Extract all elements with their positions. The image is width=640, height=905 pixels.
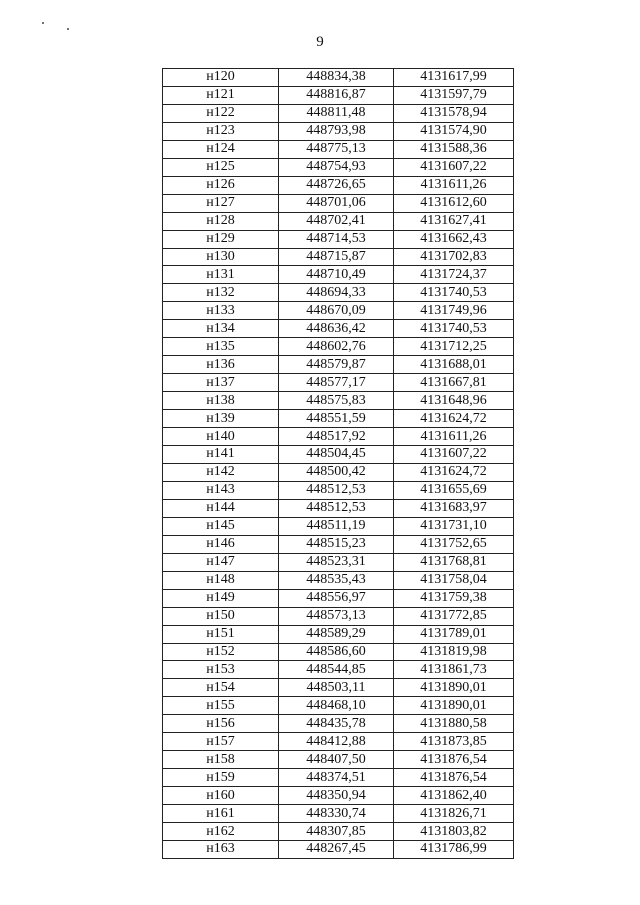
- x-coordinate-cell: 448834,38: [279, 69, 394, 87]
- x-coordinate-cell: 448811,48: [279, 104, 394, 122]
- point-id-cell: н133: [163, 302, 279, 320]
- y-coordinate-cell: 4131862,40: [394, 787, 514, 805]
- x-coordinate-cell: 448816,87: [279, 86, 394, 104]
- y-coordinate-cell: 4131655,69: [394, 481, 514, 499]
- table-row: [163, 140, 514, 158]
- point-id-cell: н129: [163, 230, 279, 248]
- table-row: [163, 571, 514, 589]
- table-row: [163, 733, 514, 751]
- y-coordinate-cell: 4131612,60: [394, 194, 514, 212]
- y-coordinate-cell: 4131648,96: [394, 392, 514, 410]
- point-id-cell: н130: [163, 248, 279, 266]
- table-row: [163, 517, 514, 535]
- x-coordinate-cell: 448579,87: [279, 356, 394, 374]
- x-coordinate-cell: 448575,83: [279, 392, 394, 410]
- table-row: [163, 697, 514, 715]
- x-coordinate-cell: 448714,53: [279, 230, 394, 248]
- x-coordinate-cell: 448523,31: [279, 553, 394, 571]
- point-id-cell: н132: [163, 284, 279, 302]
- y-coordinate-cell: 4131624,72: [394, 410, 514, 428]
- table-row: [163, 410, 514, 428]
- point-id-cell: н120: [163, 69, 279, 87]
- x-coordinate-cell: 448775,13: [279, 140, 394, 158]
- x-coordinate-cell: 448412,88: [279, 733, 394, 751]
- y-coordinate-cell: 4131752,65: [394, 535, 514, 553]
- x-coordinate-cell: 448503,11: [279, 679, 394, 697]
- point-id-cell: н128: [163, 212, 279, 230]
- point-id-cell: н163: [163, 840, 279, 858]
- table-row: [163, 122, 514, 140]
- y-coordinate-cell: 4131789,01: [394, 625, 514, 643]
- point-id-cell: н156: [163, 715, 279, 733]
- table-row: [163, 284, 514, 302]
- x-coordinate-cell: 448544,85: [279, 661, 394, 679]
- y-coordinate-cell: 4131712,25: [394, 338, 514, 356]
- y-coordinate-cell: 4131724,37: [394, 266, 514, 284]
- x-coordinate-cell: 448636,42: [279, 320, 394, 338]
- point-id-cell: н146: [163, 535, 279, 553]
- table-row: [163, 715, 514, 733]
- x-coordinate-cell: 448512,53: [279, 481, 394, 499]
- table-row: [163, 481, 514, 499]
- coordinates-table-body: [163, 69, 514, 859]
- point-id-cell: н135: [163, 338, 279, 356]
- point-id-cell: н125: [163, 158, 279, 176]
- y-coordinate-cell: 4131627,41: [394, 212, 514, 230]
- x-coordinate-cell: 448701,06: [279, 194, 394, 212]
- x-coordinate-cell: 448589,29: [279, 625, 394, 643]
- y-coordinate-cell: 4131574,90: [394, 122, 514, 140]
- point-id-cell: н157: [163, 733, 279, 751]
- x-coordinate-cell: 448500,42: [279, 463, 394, 481]
- x-coordinate-cell: 448793,98: [279, 122, 394, 140]
- y-coordinate-cell: 4131702,83: [394, 248, 514, 266]
- table-row: [163, 338, 514, 356]
- point-id-cell: н144: [163, 499, 279, 517]
- x-coordinate-cell: 448330,74: [279, 805, 394, 823]
- x-coordinate-cell: 448435,78: [279, 715, 394, 733]
- y-coordinate-cell: 4131607,22: [394, 158, 514, 176]
- x-coordinate-cell: 448556,97: [279, 589, 394, 607]
- table-row: [163, 176, 514, 194]
- y-coordinate-cell: 4131617,99: [394, 69, 514, 87]
- point-id-cell: н140: [163, 428, 279, 446]
- point-id-cell: н134: [163, 320, 279, 338]
- x-coordinate-cell: 448551,59: [279, 410, 394, 428]
- y-coordinate-cell: 4131759,38: [394, 589, 514, 607]
- table-row: [163, 356, 514, 374]
- table-row: [163, 805, 514, 823]
- scan-speck: [42, 22, 44, 24]
- y-coordinate-cell: 4131876,54: [394, 751, 514, 769]
- table-row: [163, 625, 514, 643]
- point-id-cell: н127: [163, 194, 279, 212]
- table-row: [163, 158, 514, 176]
- table-row: [163, 840, 514, 858]
- y-coordinate-cell: 4131662,43: [394, 230, 514, 248]
- point-id-cell: н158: [163, 751, 279, 769]
- y-coordinate-cell: 4131667,81: [394, 374, 514, 392]
- table-row: [163, 553, 514, 571]
- table-row: [163, 823, 514, 841]
- table-row: [163, 428, 514, 446]
- x-coordinate-cell: 448670,09: [279, 302, 394, 320]
- point-id-cell: н139: [163, 410, 279, 428]
- x-coordinate-cell: 448602,76: [279, 338, 394, 356]
- x-coordinate-cell: 448511,19: [279, 517, 394, 535]
- point-id-cell: н153: [163, 661, 279, 679]
- y-coordinate-cell: 4131861,73: [394, 661, 514, 679]
- point-id-cell: н159: [163, 769, 279, 787]
- point-id-cell: н121: [163, 86, 279, 104]
- table-row: [163, 374, 514, 392]
- point-id-cell: н149: [163, 589, 279, 607]
- y-coordinate-cell: 4131786,99: [394, 840, 514, 858]
- y-coordinate-cell: 4131768,81: [394, 553, 514, 571]
- x-coordinate-cell: 448535,43: [279, 571, 394, 589]
- x-coordinate-cell: 448307,85: [279, 823, 394, 841]
- y-coordinate-cell: 4131578,94: [394, 104, 514, 122]
- y-coordinate-cell: 4131772,85: [394, 607, 514, 625]
- y-coordinate-cell: 4131819,98: [394, 643, 514, 661]
- table-row: [163, 679, 514, 697]
- x-coordinate-cell: 448715,87: [279, 248, 394, 266]
- x-coordinate-cell: 448573,13: [279, 607, 394, 625]
- table-row: [163, 104, 514, 122]
- table-row: [163, 535, 514, 553]
- point-id-cell: н137: [163, 374, 279, 392]
- y-coordinate-cell: 4131803,82: [394, 823, 514, 841]
- y-coordinate-cell: 4131611,26: [394, 428, 514, 446]
- point-id-cell: н131: [163, 266, 279, 284]
- x-coordinate-cell: 448577,17: [279, 374, 394, 392]
- x-coordinate-cell: 448754,93: [279, 158, 394, 176]
- point-id-cell: н124: [163, 140, 279, 158]
- point-id-cell: н145: [163, 517, 279, 535]
- y-coordinate-cell: 4131758,04: [394, 571, 514, 589]
- table-row: [163, 230, 514, 248]
- x-coordinate-cell: 448468,10: [279, 697, 394, 715]
- y-coordinate-cell: 4131607,22: [394, 446, 514, 464]
- table-row: [163, 266, 514, 284]
- x-coordinate-cell: 448702,41: [279, 212, 394, 230]
- y-coordinate-cell: 4131826,71: [394, 805, 514, 823]
- x-coordinate-cell: 448350,94: [279, 787, 394, 805]
- table-row: [163, 212, 514, 230]
- table-row: [163, 769, 514, 787]
- table-row: [163, 751, 514, 769]
- point-id-cell: н160: [163, 787, 279, 805]
- y-coordinate-cell: 4131876,54: [394, 769, 514, 787]
- point-id-cell: н138: [163, 392, 279, 410]
- x-coordinate-cell: 448586,60: [279, 643, 394, 661]
- y-coordinate-cell: 4131688,01: [394, 356, 514, 374]
- x-coordinate-cell: 448694,33: [279, 284, 394, 302]
- point-id-cell: н143: [163, 481, 279, 499]
- coordinates-table: [162, 68, 514, 859]
- point-id-cell: н148: [163, 571, 279, 589]
- table-row: [163, 463, 514, 481]
- y-coordinate-cell: 4131740,53: [394, 320, 514, 338]
- y-coordinate-cell: 4131873,85: [394, 733, 514, 751]
- x-coordinate-cell: 448504,45: [279, 446, 394, 464]
- x-coordinate-cell: 448726,65: [279, 176, 394, 194]
- page-number: 9: [316, 34, 324, 50]
- x-coordinate-cell: 448267,45: [279, 840, 394, 858]
- point-id-cell: н154: [163, 679, 279, 697]
- y-coordinate-cell: 4131731,10: [394, 517, 514, 535]
- y-coordinate-cell: 4131890,01: [394, 679, 514, 697]
- x-coordinate-cell: 448515,23: [279, 535, 394, 553]
- table-row: [163, 194, 514, 212]
- table-row: [163, 643, 514, 661]
- point-id-cell: н136: [163, 356, 279, 374]
- point-id-cell: н123: [163, 122, 279, 140]
- point-id-cell: н155: [163, 697, 279, 715]
- y-coordinate-cell: 4131683,97: [394, 499, 514, 517]
- point-id-cell: н150: [163, 607, 279, 625]
- table-row: [163, 589, 514, 607]
- y-coordinate-cell: 4131597,79: [394, 86, 514, 104]
- table-row: [163, 446, 514, 464]
- table-row: [163, 499, 514, 517]
- x-coordinate-cell: 448710,49: [279, 266, 394, 284]
- y-coordinate-cell: 4131611,26: [394, 176, 514, 194]
- point-id-cell: н122: [163, 104, 279, 122]
- point-id-cell: н161: [163, 805, 279, 823]
- table-row: [163, 69, 514, 87]
- y-coordinate-cell: 4131880,58: [394, 715, 514, 733]
- point-id-cell: н162: [163, 823, 279, 841]
- x-coordinate-cell: 448374,51: [279, 769, 394, 787]
- y-coordinate-cell: 4131890,01: [394, 697, 514, 715]
- point-id-cell: н147: [163, 553, 279, 571]
- point-id-cell: н151: [163, 625, 279, 643]
- point-id-cell: н126: [163, 176, 279, 194]
- y-coordinate-cell: 4131588,36: [394, 140, 514, 158]
- table-row: [163, 661, 514, 679]
- point-id-cell: н142: [163, 463, 279, 481]
- scan-speck: [67, 28, 69, 30]
- y-coordinate-cell: 4131740,53: [394, 284, 514, 302]
- y-coordinate-cell: 4131624,72: [394, 463, 514, 481]
- x-coordinate-cell: 448407,50: [279, 751, 394, 769]
- table-row: [163, 320, 514, 338]
- x-coordinate-cell: 448517,92: [279, 428, 394, 446]
- table-row: [163, 86, 514, 104]
- table-row: [163, 248, 514, 266]
- point-id-cell: н141: [163, 446, 279, 464]
- y-coordinate-cell: 4131749,96: [394, 302, 514, 320]
- x-coordinate-cell: 448512,53: [279, 499, 394, 517]
- table-row: [163, 607, 514, 625]
- table-row: [163, 302, 514, 320]
- table-row: [163, 787, 514, 805]
- point-id-cell: н152: [163, 643, 279, 661]
- table-row: [163, 392, 514, 410]
